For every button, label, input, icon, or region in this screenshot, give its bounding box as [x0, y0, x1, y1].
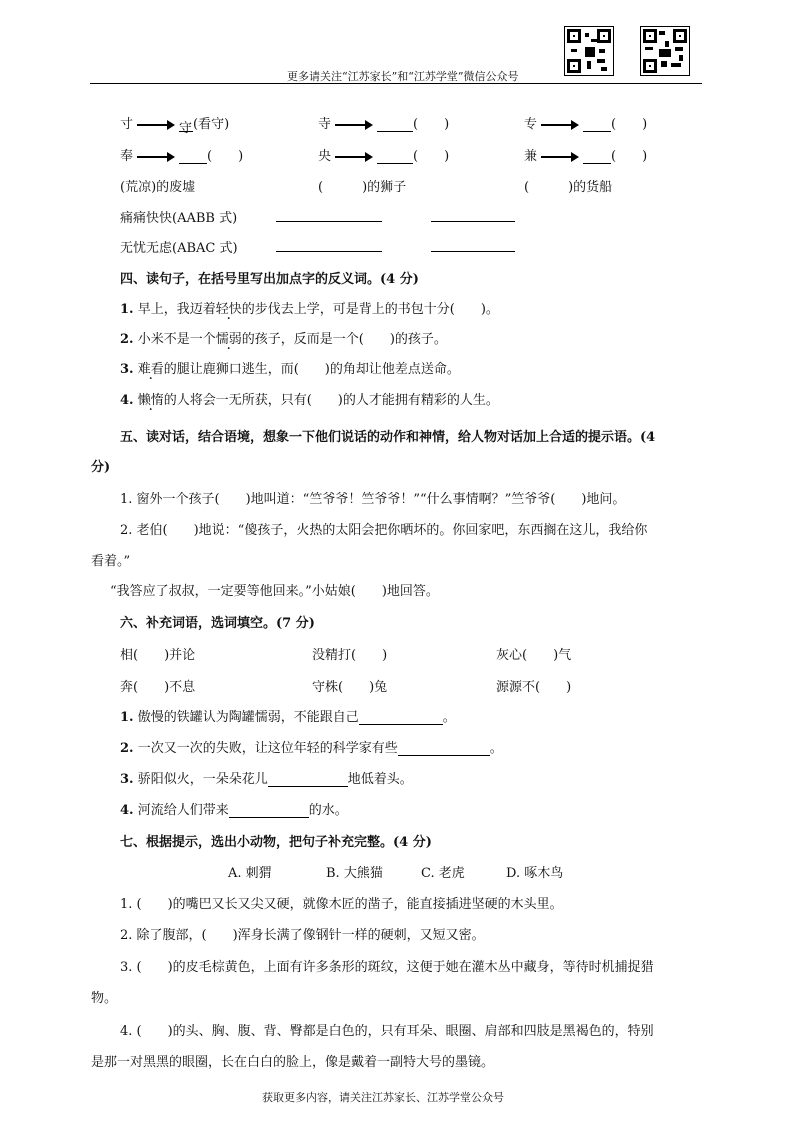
fill-blank[interactable] — [398, 741, 490, 756]
arrow-icon — [137, 120, 175, 130]
s7-item-2: 2. 除了腹部，( )浑身长满了像钢针一样的硬刺，又短又密。 — [120, 928, 485, 943]
arrow-icon — [541, 152, 579, 162]
s6-item-2: 2. 一次又一次的失败，让这位年轻的科学家有些 。 — [120, 741, 503, 756]
aabb-answer-2[interactable] — [431, 207, 515, 222]
aabb-label: 痛痛快快(AABB 式) — [120, 211, 238, 226]
word-row-1-item-1: 寸 守(看守) — [120, 117, 230, 136]
arrow-icon — [335, 152, 373, 162]
section-6-title: 六、补充词语，选词填空。(7 分) — [120, 616, 315, 631]
option-a: A. 刺猬 — [228, 866, 272, 881]
s5-item-2-line1: 2. 老伯( )地说：“傻孩子，火热的太阳会把你晒坏的。你回家吧，东西搁在这儿，我给你 — [120, 523, 648, 538]
answer-field[interactable] — [583, 117, 611, 132]
fill-blank[interactable] — [359, 710, 443, 725]
header-divider — [90, 83, 702, 84]
s4-item-2: 2. 小米不是一个懦弱的孩子，反而是一个( )的孩子。 — [120, 332, 447, 347]
s5-item-1: 1. 窗外一个孩子( )地叫道：“竺爷爷！竺爷爷！”“什么事情啊？”竺爷爷( )地问。 — [120, 492, 626, 507]
arrow-icon — [541, 120, 579, 130]
s7-item-4-line1: 4. ( )的头、胸、腹、背、臀都是白色的，只有耳朵、眼圈、肩部和四肢是黑褐色的，特别 — [120, 1024, 654, 1039]
s6-item-3: 3. 骄阳似火，一朵朵花儿 地低着头。 — [120, 772, 413, 787]
section-5-title-line2: 分) — [91, 460, 111, 475]
answer-field[interactable] — [583, 149, 611, 164]
arrow-icon — [137, 152, 175, 162]
arrow-icon — [335, 120, 373, 130]
fill-blank[interactable] — [268, 772, 348, 787]
answer-field[interactable] — [377, 117, 413, 132]
word-row-2-item-3: 兼 ( ) — [524, 149, 648, 164]
idiom-4: 奔( )不息 — [120, 680, 196, 695]
option-b: B. 大熊猫 — [326, 866, 383, 881]
s6-item-4: 4. 河流给人们带来 的水。 — [120, 803, 348, 818]
phrase-3: ( )的货船 — [524, 180, 613, 195]
abac-answer-1[interactable] — [276, 237, 382, 252]
abac-answer-2[interactable] — [431, 237, 515, 252]
word-row-1-item-2: 寺 ( ) — [318, 117, 450, 132]
aabb-answer-1[interactable] — [276, 207, 382, 222]
s4-item-1: 1. 早上，我迈着轻快的步伐去上学，可是背上的书包十分( )。 — [120, 302, 499, 317]
s5-item-3: “我答应了叔叔，一定要等他回来。”小姑娘( )地回答。 — [110, 584, 439, 599]
answer-field: 守 — [179, 117, 193, 132]
idiom-2: 没精打( ) — [312, 648, 388, 663]
qr-code-jiangsu-jiazhang — [564, 26, 614, 76]
phrase-1: (荒凉)的废墟 — [120, 180, 196, 195]
answer-field[interactable] — [377, 149, 413, 164]
s4-item-3: 3. 难看的腿让鹿狮口逃生，而( )的角却让他差点送命。 — [120, 362, 460, 377]
phrase-2: ( )的狮子 — [318, 180, 407, 195]
abac-label: 无忧无虑(ABAC 式) — [120, 241, 238, 256]
s7-item-4-line2: 是那一对黑黑的眼圈，长在白白的脸上，像是戴着一副特大号的墨镜。 — [91, 1055, 495, 1070]
idiom-5: 守株( )兔 — [312, 680, 388, 695]
word-row-2-item-1: 奉 ( ) — [120, 149, 244, 164]
option-c: C. 老虎 — [421, 866, 465, 881]
idiom-6: 源源不( ) — [496, 680, 572, 695]
answer-field[interactable] — [179, 149, 207, 164]
s7-item-3-line2: 物。 — [91, 991, 118, 1006]
word-row-1-item-3: 专 ( ) — [524, 117, 648, 132]
idiom-1: 相( )并论 — [120, 648, 196, 663]
word-row-2-item-2: 央 ( ) — [318, 149, 450, 164]
s7-item-3-line1: 3. ( )的皮毛棕黄色，上面有许多条形的斑纹，这便于她在灌木丛中藏身，等待时机捕捉猎 — [120, 960, 654, 975]
idiom-3: 灰心( )气 — [496, 648, 572, 663]
footer-text: 获取更多内容，请关注江苏家长、江苏学堂公众号 — [262, 1091, 504, 1104]
qr-code-jiangsu-xuetang — [640, 26, 690, 76]
section-4-title: 四、读句子，在括号里写出加点字的反义词。(4 分) — [120, 272, 419, 287]
section-5-title-line1: 五、读对话，结合语境，想象一下他们说话的动作和神情，给人物对话加上合适的提示语。(4 — [120, 430, 656, 445]
section-7-title: 七、根据提示，选出小动物，把句子补充完整。(4 分) — [120, 835, 432, 850]
fill-blank[interactable] — [229, 803, 309, 818]
s6-item-1: 1. 傲慢的铁罐认为陶罐懦弱，不能跟自己 。 — [120, 710, 456, 725]
s5-item-2-line2: 看着。” — [91, 554, 131, 569]
s4-item-4: 4. 懒惰的人将会一无所获，只有( )的人才能拥有精彩的人生。 — [120, 393, 499, 408]
s7-item-1: 1. ( )的嘴巴又长又尖又硬，就像木匠的凿子，能直接插进坚硬的木头里。 — [120, 897, 563, 912]
header-text: 更多请关注“江苏家长”和“江苏学堂”微信公众号 — [287, 70, 519, 83]
option-d: D. 啄木鸟 — [506, 866, 564, 881]
